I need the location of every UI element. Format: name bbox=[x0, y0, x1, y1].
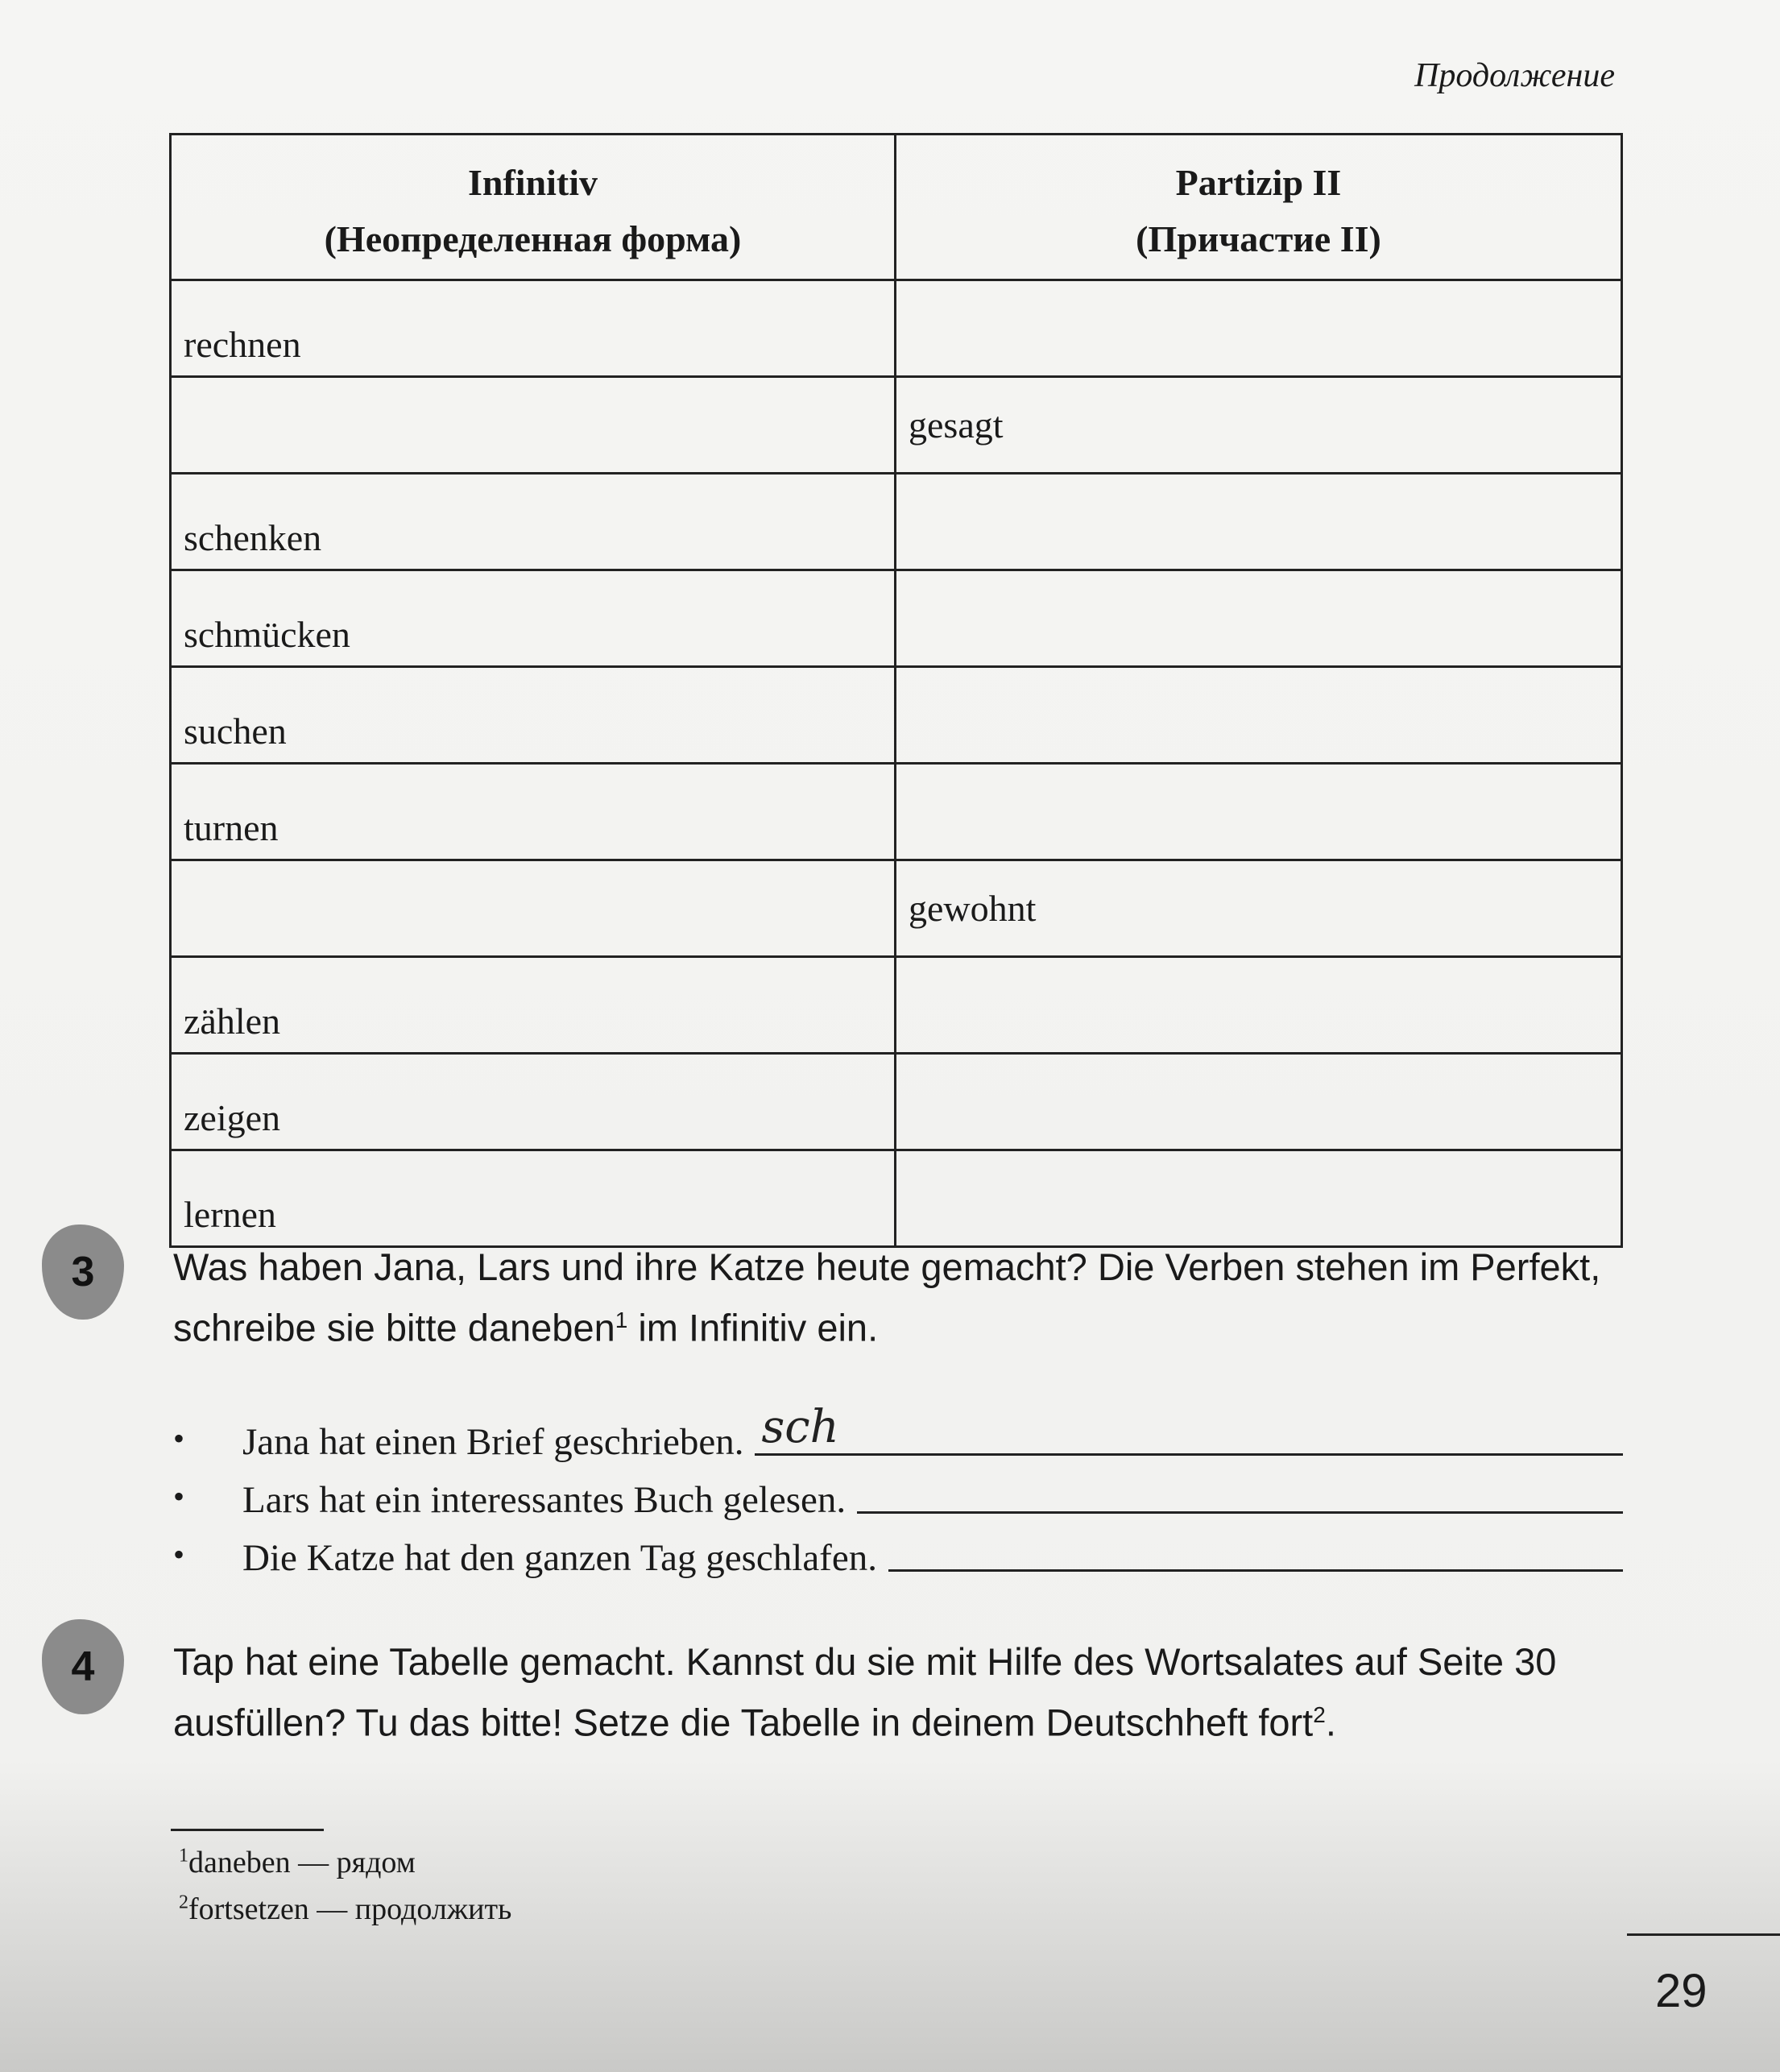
table-row bbox=[171, 764, 1622, 860]
table-row bbox=[171, 667, 1622, 764]
answer-line[interactable] bbox=[888, 1531, 1623, 1572]
exercise-3-instruction-end: im Infinitiv ein. bbox=[627, 1306, 879, 1349]
item-sentence: Die Katze hat den ganzen Tag geschlafen. bbox=[242, 1537, 877, 1579]
header-partizip-subtitle: (Причастие II) bbox=[1136, 218, 1381, 259]
bullet: • bbox=[173, 1420, 185, 1457]
partizip-cell[interactable] bbox=[896, 764, 1622, 860]
footnote-1-text: daneben — рядом bbox=[188, 1846, 416, 1879]
infinitiv-cell: turnen bbox=[171, 764, 896, 860]
bullet: • bbox=[173, 1536, 185, 1573]
answer-line[interactable] bbox=[857, 1473, 1623, 1514]
list-item bbox=[173, 1401, 1623, 1464]
table-row bbox=[171, 860, 1622, 957]
table-row bbox=[171, 280, 1622, 377]
header-infinitiv-subtitle: (Неопределенная форма) bbox=[324, 218, 742, 259]
verb-table bbox=[169, 133, 1623, 1248]
infinitiv-cell: suchen bbox=[171, 667, 896, 764]
exercise-3-instruction bbox=[173, 1241, 1623, 1355]
table-row bbox=[171, 377, 1622, 474]
exercise-4-number: 4 bbox=[71, 1643, 95, 1690]
footnote-divider bbox=[171, 1829, 324, 1831]
table-row bbox=[171, 957, 1622, 1054]
infinitiv-cell: lernen bbox=[171, 1150, 896, 1247]
footnote-marker-1: 1 bbox=[615, 1307, 628, 1332]
infinitiv-cell: schenken bbox=[171, 474, 896, 570]
footnote-1 bbox=[179, 1845, 416, 1880]
infinitiv-cell: rechnen bbox=[171, 280, 896, 377]
list-item bbox=[173, 1522, 1623, 1580]
footnote-1-marker: 1 bbox=[179, 1845, 188, 1867]
partizip-cell[interactable] bbox=[896, 667, 1622, 764]
infinitiv-cell: zählen bbox=[171, 957, 896, 1054]
item-sentence: Lars hat ein interessantes Buch gelesen. bbox=[242, 1479, 847, 1521]
bullet: • bbox=[173, 1478, 185, 1515]
header-infinitiv bbox=[171, 135, 896, 280]
table-header-row bbox=[171, 135, 1622, 280]
infinitiv-cell: schmücken bbox=[171, 570, 896, 667]
table-row bbox=[171, 474, 1622, 570]
exercise-3-number: 3 bbox=[71, 1249, 95, 1295]
exercise-3-instruction-text: Was haben Jana, Lars und ihre Katze heute gemacht? Die Verben stehen im Perfekt, schreibe sie bitte daneben bbox=[173, 1245, 1601, 1349]
answer-line[interactable] bbox=[755, 1401, 1623, 1456]
table-row bbox=[171, 570, 1622, 667]
footnote-marker-2: 2 bbox=[1313, 1702, 1326, 1727]
page-number: 29 bbox=[1655, 1965, 1708, 2017]
partizip-cell[interactable] bbox=[896, 957, 1622, 1054]
item-sentence: Jana hat einen Brief geschrieben. bbox=[242, 1421, 744, 1463]
header-partizip bbox=[896, 135, 1622, 280]
page-number-rule bbox=[1627, 1933, 1780, 1936]
partizip-cell[interactable] bbox=[896, 280, 1622, 377]
partizip-cell[interactable] bbox=[896, 570, 1622, 667]
header-partizip-title: Partizip II bbox=[1175, 162, 1342, 203]
exercise-4-instruction-end: . bbox=[1325, 1701, 1336, 1744]
list-item bbox=[173, 1464, 1623, 1522]
footnote-2-marker: 2 bbox=[179, 1892, 188, 1913]
table-row bbox=[171, 1150, 1622, 1247]
partizip-cell: gesagt bbox=[896, 377, 1622, 474]
table-row bbox=[171, 1054, 1622, 1150]
partizip-cell[interactable] bbox=[896, 474, 1622, 570]
infinitiv-cell[interactable] bbox=[171, 377, 896, 474]
handwritten-answer: sch bbox=[761, 1401, 839, 1453]
continuation-label: Продолжение bbox=[1414, 57, 1615, 94]
exercise-4-instruction-text: Tap hat eine Tabelle gemacht. Kannst du sie mit Hilfe des Wortsalates auf Seite 30 ausfüllen? Tu das bitte! Setze die Tabelle in deinem Deutschheft fort bbox=[173, 1640, 1557, 1744]
exercise-3-list bbox=[173, 1401, 1623, 1580]
header-infinitiv-title: Infinitiv bbox=[467, 162, 598, 203]
partizip-cell[interactable] bbox=[896, 1150, 1622, 1247]
footnote-2 bbox=[179, 1892, 511, 1927]
partizip-cell[interactable] bbox=[896, 1054, 1622, 1150]
infinitiv-cell: zeigen bbox=[171, 1054, 896, 1150]
partizip-cell: gewohnt bbox=[896, 860, 1622, 957]
exercise-4-instruction bbox=[173, 1635, 1623, 1750]
infinitiv-cell[interactable] bbox=[171, 860, 896, 957]
footnote-2-text: fortsetzen — продолжить bbox=[188, 1892, 512, 1926]
